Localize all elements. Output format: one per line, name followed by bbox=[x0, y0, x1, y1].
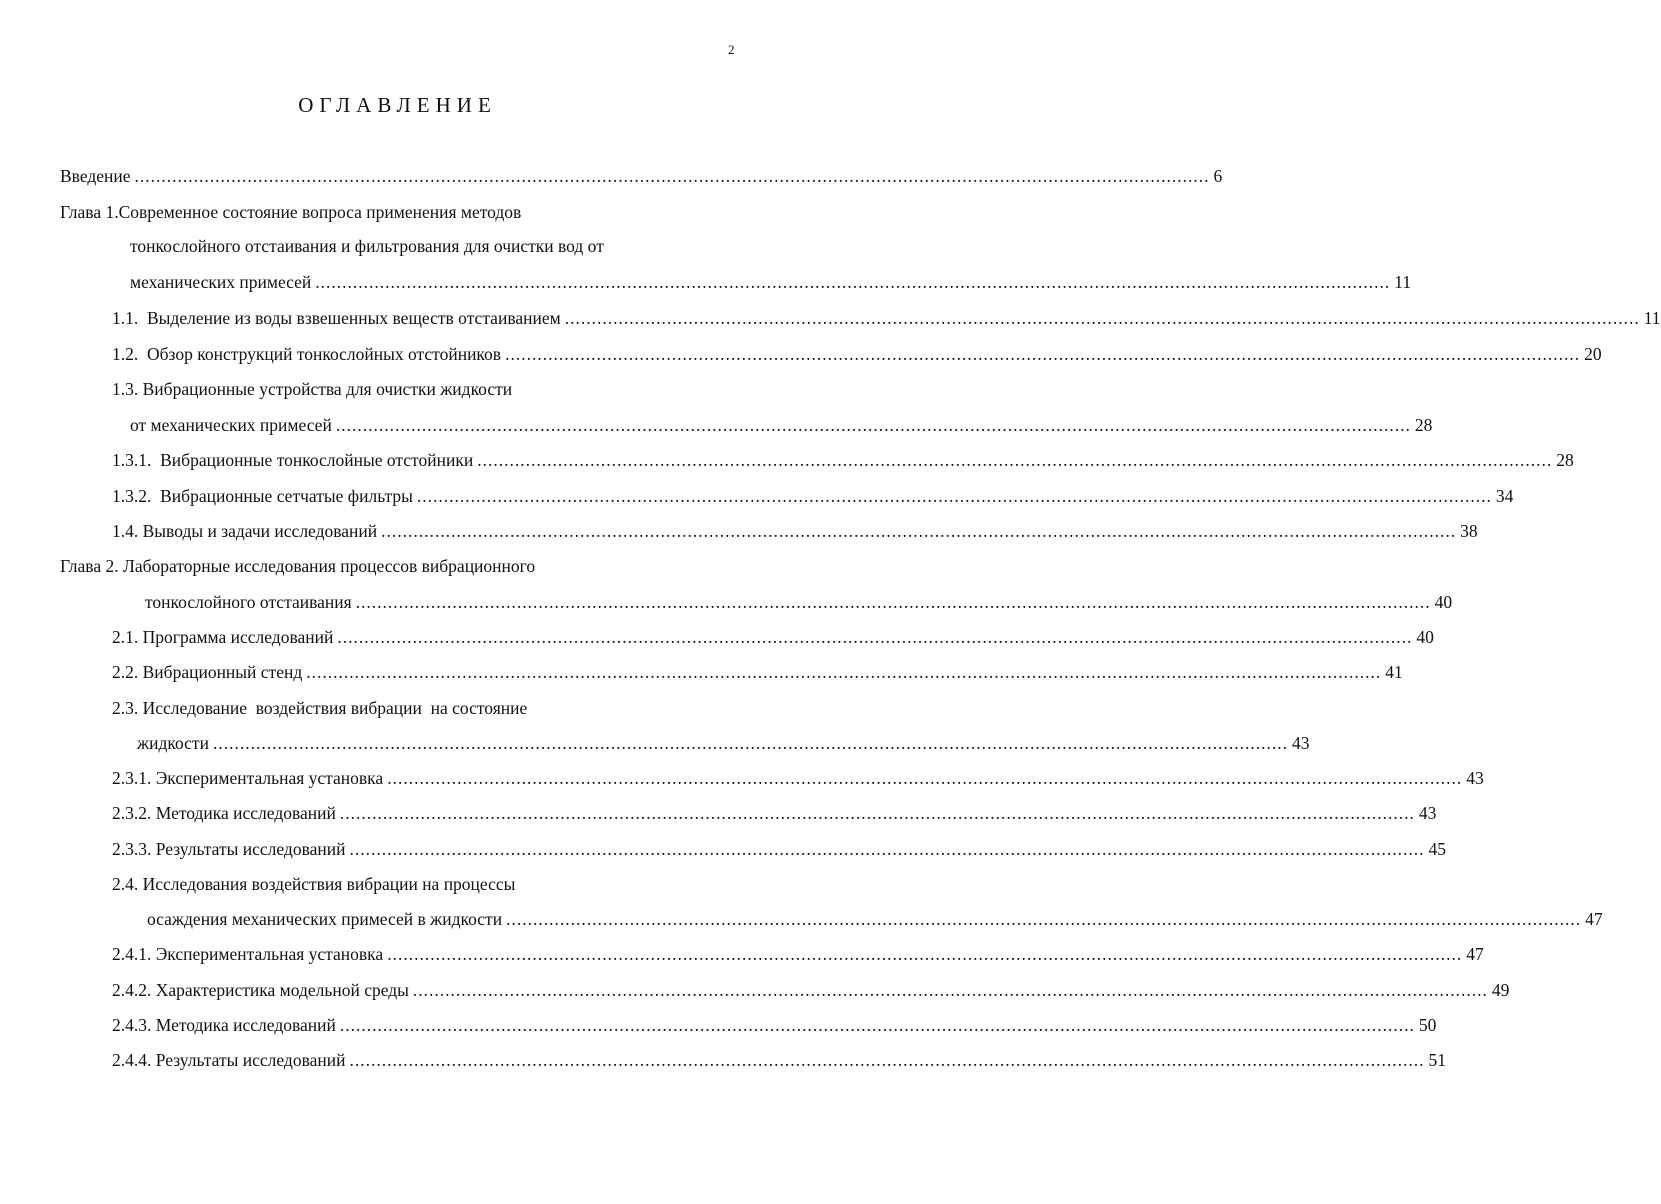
toc-entry-page: 41 bbox=[1385, 662, 1403, 682]
toc-leader-dots: ........................................................................................................................................................................................................ bbox=[337, 627, 1413, 647]
toc-entry-1-2 bbox=[112, 342, 1602, 366]
toc-entry-text: 2.3. Исследование воздействия вибрации на состояние bbox=[112, 698, 528, 718]
toc-entry-text: 2.2. Вибрационный стенд bbox=[112, 662, 303, 682]
toc-entry-page: 28 bbox=[1556, 450, 1574, 470]
toc-entry-1-3-2 bbox=[112, 484, 1514, 508]
toc-entry-2-4-2 bbox=[112, 978, 1510, 1002]
toc-entry-text: тонкослойного отстаивания bbox=[145, 592, 352, 612]
toc-entry-text: Введение bbox=[60, 166, 131, 186]
toc-leader-dots: ........................................................................................................................................................................................................ bbox=[306, 662, 1382, 682]
toc-entry-text: 1.2. Обзор конструкций тонкослойных отстойников bbox=[112, 344, 502, 364]
toc-entry-1-4 bbox=[112, 519, 1478, 543]
toc-leader-dots: ........................................................................................................................................................................................................ bbox=[505, 344, 1581, 364]
toc-entry-2-3 bbox=[112, 696, 527, 720]
toc-entry-text: жидкости bbox=[137, 733, 209, 753]
toc-entry-2-1 bbox=[112, 625, 1434, 649]
toc-leader-dots: ........................................................................................................................................................................................................ bbox=[349, 839, 1425, 859]
toc-entry-2-3-2 bbox=[112, 801, 1437, 825]
toc-entry-text: Глава 1.Современное состояние вопроса применения методов bbox=[60, 202, 522, 222]
toc-leader-dots: ........................................................................................................................................................................................................ bbox=[134, 166, 1210, 186]
toc-entry-text: 2.4. Исследования воздействия вибрации на процессы bbox=[112, 874, 516, 894]
toc-entry-text: 2.4.4. Результаты исследований bbox=[112, 1050, 346, 1070]
page-number: 2 bbox=[728, 42, 735, 57]
toc-leader-dots: ........................................................................................................................................................................................................ bbox=[564, 308, 1640, 328]
toc-entry-text: 2.4.3. Методика исследований bbox=[112, 1015, 336, 1035]
toc-entry-text: 1.3. Вибрационные устройства для очистки жидкости bbox=[112, 379, 513, 399]
toc-entry-page: 11 bbox=[1643, 308, 1661, 328]
toc-entry-page: 40 bbox=[1434, 592, 1453, 612]
toc-entry-page: 38 bbox=[1460, 521, 1478, 541]
toc-entry-text: 2.3.3. Результаты исследований bbox=[112, 839, 346, 859]
toc-leader-dots: ........................................................................................................................................................................................................ bbox=[387, 768, 1463, 788]
toc-entry-1-1 bbox=[112, 306, 1661, 330]
toc-entry-page: 40 bbox=[1416, 627, 1434, 647]
toc-entry-page: 43 bbox=[1291, 733, 1310, 753]
toc-entry-1-3 bbox=[112, 377, 512, 401]
toc-entry-text: 2.4.1. Экспериментальная установка bbox=[112, 944, 384, 964]
toc-leader-dots: ........................................................................................................................................................................................................ bbox=[339, 803, 1415, 823]
toc-entry-text: 1.4. Выводы и задачи исследований bbox=[112, 521, 378, 541]
toc-leader-dots: ........................................................................................................................................................................................................ bbox=[387, 944, 1463, 964]
toc-entry-chapter-2-cont bbox=[145, 590, 1453, 614]
toc-entry-1-3-cont bbox=[130, 413, 1433, 437]
toc-entry-2-3-cont bbox=[137, 731, 1310, 755]
toc-entry-chapter-1-end bbox=[130, 270, 1412, 294]
toc-entry-page: 11 bbox=[1394, 272, 1412, 292]
toc-entry-chapter-2 bbox=[60, 554, 535, 578]
toc-entry-page: 43 bbox=[1418, 803, 1437, 823]
toc-entry-2-3-3 bbox=[112, 837, 1446, 861]
toc-entry-page: 43 bbox=[1466, 768, 1484, 788]
toc-entry-text: 1.3.1. Вибрационные тонкослойные отстойники bbox=[112, 450, 474, 470]
toc-entry-text: осаждения механических примесей в жидкости bbox=[147, 909, 503, 929]
toc-entry-text: тонкослойного отстаивания и фильтрования для очистки вод от bbox=[130, 236, 604, 256]
toc-entry-page: 45 bbox=[1428, 839, 1446, 859]
toc-entry-2-4-4 bbox=[112, 1048, 1446, 1072]
toc-entry-text: 2.4.2. Характеристика модельной среды bbox=[112, 980, 409, 1000]
toc-leader-dots: ........................................................................................................................................................................................................ bbox=[349, 1050, 1425, 1070]
toc-entry-text: от механических примесей bbox=[130, 415, 332, 435]
toc-entry-introduction bbox=[60, 164, 1223, 188]
toc-entry-text: 2.3.2. Методика исследований bbox=[112, 803, 336, 823]
toc-leader-dots: ........................................................................................................................................................................................................ bbox=[412, 980, 1488, 1000]
toc-entry-page: 51 bbox=[1428, 1050, 1446, 1070]
toc-leader-dots: ........................................................................................................................................................................................................ bbox=[355, 592, 1431, 612]
toc-entry-1-3-1 bbox=[112, 448, 1574, 472]
toc-entry-2-4-3 bbox=[112, 1013, 1437, 1037]
toc-entry-chapter-1-cont bbox=[130, 234, 604, 258]
toc-entry-2-2 bbox=[112, 660, 1403, 684]
toc-entry-2-4-1 bbox=[112, 942, 1484, 966]
toc-entry-2-3-1 bbox=[112, 766, 1484, 790]
toc-entry-text: 1.3.2. Вибрационные сетчатые фильтры bbox=[112, 486, 413, 506]
toc-leader-dots: ........................................................................................................................................................................................................ bbox=[477, 450, 1553, 470]
toc-leader-dots: ........................................................................................................................................................................................................ bbox=[506, 909, 1582, 929]
toc-entry-page: 20 bbox=[1584, 344, 1602, 364]
toc-entry-text: 1.1. Выделение из воды взвешенных веществ отстаиванием bbox=[112, 308, 561, 328]
toc-entry-page: 47 bbox=[1585, 909, 1603, 929]
toc-entry-page: 50 bbox=[1418, 1015, 1437, 1035]
toc-leader-dots: ........................................................................................................................................................................................................ bbox=[339, 1015, 1415, 1035]
toc-entry-text: Глава 2. Лабораторные исследования процессов вибрационного bbox=[60, 556, 536, 576]
toc-entry-text: 2.1. Программа исследований bbox=[112, 627, 334, 647]
toc-entry-page: 47 bbox=[1466, 944, 1484, 964]
toc-entry-chapter-1 bbox=[60, 200, 521, 224]
toc-entry-text: механических примесей bbox=[130, 272, 312, 292]
toc-entry-page: 34 bbox=[1495, 486, 1514, 506]
toc-leader-dots: ........................................................................................................................................................................................................ bbox=[212, 733, 1288, 753]
toc-entry-2-4 bbox=[112, 872, 515, 896]
toc-entry-page: 6 bbox=[1213, 166, 1223, 186]
toc-entry-page: 28 bbox=[1414, 415, 1433, 435]
toc-leader-dots: ........................................................................................................................................................................................................ bbox=[335, 415, 1411, 435]
toc-entry-page: 49 bbox=[1491, 980, 1510, 1000]
page-title: ОГЛАВЛЕНИЕ bbox=[298, 93, 497, 117]
toc-leader-dots: ........................................................................................................................................................................................................ bbox=[416, 486, 1492, 506]
toc-leader-dots: ........................................................................................................................................................................................................ bbox=[381, 521, 1457, 541]
toc-leader-dots: ........................................................................................................................................................................................................ bbox=[315, 272, 1391, 292]
toc-entry-text: 2.3.1. Экспериментальная установка bbox=[112, 768, 384, 788]
toc-entry-2-4-cont bbox=[147, 907, 1603, 931]
